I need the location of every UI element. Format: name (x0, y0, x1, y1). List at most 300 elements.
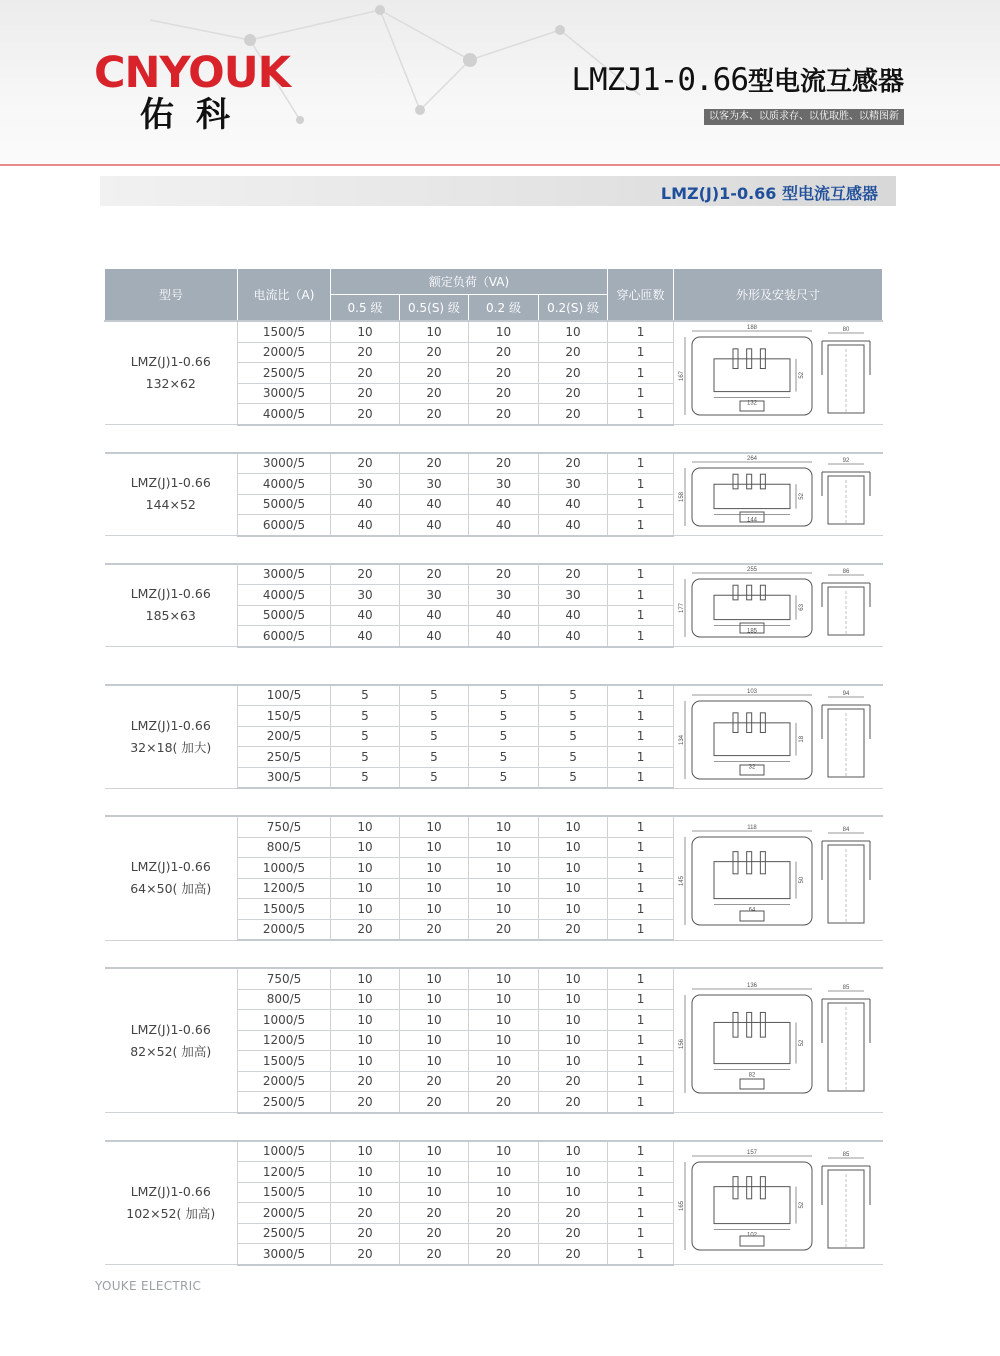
group-spacer (105, 940, 883, 968)
turns-cell: 1 (608, 474, 674, 495)
load-02-cell: 5 (469, 706, 539, 727)
turns-cell: 1 (608, 878, 674, 899)
load-05-cell: 20 (331, 1092, 400, 1113)
model-cell (105, 685, 238, 789)
ratio-cell: 750/5 (238, 816, 331, 837)
load-05s-cell: 30 (400, 585, 469, 606)
load-05-cell: 10 (331, 989, 400, 1010)
load-02s-cell: 10 (539, 1141, 608, 1162)
dim-window-width-label: 185 (747, 628, 758, 635)
dim-width-label: 103 (747, 688, 758, 695)
load-02s-cell: 10 (539, 837, 608, 858)
load-02-cell: 5 (469, 767, 539, 788)
page-title (571, 62, 904, 98)
table-row (105, 685, 883, 706)
turns-cell: 1 (608, 706, 674, 727)
load-02-cell: 10 (469, 899, 539, 920)
ratio-cell: 4000/5 (238, 404, 331, 425)
load-02-cell: 20 (469, 1203, 539, 1224)
dim-window-height-label: 52 (799, 1201, 806, 1209)
ratio-cell: 3000/5 (238, 564, 331, 585)
load-02-cell: 20 (469, 342, 539, 363)
header-model: 型号 (105, 269, 238, 322)
ratio-cell: 4000/5 (238, 585, 331, 606)
brand-logo-chinese: 佑科 (140, 95, 252, 135)
outline-drawing-icon (678, 565, 878, 645)
dim-window-height-label: 52 (799, 371, 806, 379)
outline-drawing-cell (674, 816, 883, 940)
load-02-cell: 10 (469, 837, 539, 858)
title-product-name: 型电流互感器 (747, 67, 904, 97)
load-05-cell: 10 (331, 816, 400, 837)
model-cell (105, 816, 238, 940)
load-02s-cell: 20 (539, 1244, 608, 1265)
load-05-cell: 20 (331, 1223, 400, 1244)
header-turns: 穿心匝数 (608, 269, 674, 322)
load-05s-cell: 10 (400, 989, 469, 1010)
ratio-cell: 3000/5 (238, 453, 331, 474)
load-05-cell: 30 (331, 474, 400, 495)
load-05s-cell: 10 (400, 1182, 469, 1203)
page-header (0, 0, 1000, 166)
header-class-02s: 0.2(S) 级 (539, 295, 608, 322)
load-05s-cell: 10 (400, 1030, 469, 1051)
ratio-cell: 200/5 (238, 726, 331, 747)
model-cell (105, 453, 238, 536)
load-05-cell: 20 (331, 1071, 400, 1092)
ratio-cell: 6000/5 (238, 626, 331, 647)
load-05s-cell: 20 (400, 1092, 469, 1113)
load-02-cell: 20 (469, 453, 539, 474)
dim-window-height-label: 18 (799, 735, 806, 743)
load-02-cell: 10 (469, 1141, 539, 1162)
model-cell (105, 321, 238, 425)
load-02-cell: 10 (469, 816, 539, 837)
load-05-cell: 10 (331, 858, 400, 879)
dim-height-label: 177 (679, 603, 686, 614)
load-05s-cell: 10 (400, 837, 469, 858)
turns-cell: 1 (608, 515, 674, 536)
ratio-cell: 150/5 (238, 706, 331, 727)
load-02s-cell: 20 (539, 1071, 608, 1092)
load-02-cell: 10 (469, 1051, 539, 1072)
load-02-cell: 40 (469, 626, 539, 647)
load-05-cell: 20 (331, 453, 400, 474)
load-02-cell: 10 (469, 1182, 539, 1203)
header-class-05: 0.5 级 (331, 295, 400, 322)
ratio-cell: 300/5 (238, 767, 331, 788)
load-05-cell: 40 (331, 626, 400, 647)
load-05-cell: 20 (331, 919, 400, 940)
load-05s-cell: 5 (400, 726, 469, 747)
outline-drawing-cell (674, 564, 883, 647)
load-05s-cell: 20 (400, 1071, 469, 1092)
model-name: LMZ(J)1-0.66 (130, 586, 211, 602)
model-cell (105, 564, 238, 647)
load-05s-cell: 20 (400, 363, 469, 384)
load-05-cell: 5 (331, 726, 400, 747)
load-05-cell: 40 (331, 515, 400, 536)
load-05s-cell: 10 (400, 1010, 469, 1031)
dim-depth-label: 92 (842, 458, 850, 465)
dim-window-height-label: 50 (799, 877, 806, 884)
load-05s-cell: 20 (400, 919, 469, 940)
load-05-cell: 5 (331, 685, 400, 706)
outline-drawing-icon (678, 823, 878, 933)
load-02-cell: 5 (469, 685, 539, 706)
table-row (105, 968, 883, 989)
load-02-cell: 30 (469, 474, 539, 495)
dim-width-label: 264 (747, 456, 758, 463)
ratio-cell: 5000/5 (238, 605, 331, 626)
load-05s-cell: 30 (400, 474, 469, 495)
load-02s-cell: 40 (539, 605, 608, 626)
model-size: 82×52( 加高) (130, 1043, 212, 1059)
load-05s-cell: 10 (400, 899, 469, 920)
load-05-cell: 5 (331, 706, 400, 727)
ratio-cell: 2000/5 (238, 1071, 331, 1092)
ratio-cell: 6000/5 (238, 515, 331, 536)
turns-cell: 1 (608, 363, 674, 384)
ratio-cell: 1200/5 (238, 878, 331, 899)
footer-brand: YOUKE ELECTRIC (95, 1279, 202, 1293)
dim-depth-label: 80 (842, 327, 850, 333)
load-02s-cell: 10 (539, 968, 608, 989)
turns-cell: 1 (608, 1141, 674, 1162)
load-02s-cell: 30 (539, 474, 608, 495)
load-05s-cell: 10 (400, 1141, 469, 1162)
load-02-cell: 10 (469, 1162, 539, 1183)
load-02-cell: 10 (469, 321, 539, 342)
header-ratio: 电流比（A) (238, 269, 331, 322)
dim-window-width-label: 32 (748, 764, 756, 771)
turns-cell: 1 (608, 767, 674, 788)
load-02s-cell: 20 (539, 404, 608, 425)
turns-cell: 1 (608, 1223, 674, 1244)
turns-cell: 1 (608, 626, 674, 647)
load-02-cell: 10 (469, 878, 539, 899)
turns-cell: 1 (608, 968, 674, 989)
dim-height-label: 167 (679, 370, 686, 382)
dim-width-label: 188 (747, 325, 758, 331)
dim-depth-label: 84 (842, 827, 850, 834)
load-02s-cell: 5 (539, 726, 608, 747)
spec-table (104, 268, 883, 1266)
load-02s-cell: 10 (539, 858, 608, 879)
load-05-cell: 10 (331, 1030, 400, 1051)
load-02-cell: 5 (469, 747, 539, 768)
load-02-cell: 20 (469, 1092, 539, 1113)
load-05-cell: 20 (331, 342, 400, 363)
turns-cell: 1 (608, 321, 674, 342)
model-name: LMZ(J)1-0.66 (130, 1021, 211, 1037)
load-02s-cell: 20 (539, 1092, 608, 1113)
turns-cell: 1 (608, 1030, 674, 1051)
dim-depth-label: 86 (842, 569, 850, 576)
model-cell (105, 968, 238, 1113)
outline-drawing-icon (678, 1148, 878, 1258)
ratio-cell: 1000/5 (238, 858, 331, 879)
load-02s-cell: 10 (539, 1010, 608, 1031)
load-05s-cell: 20 (400, 453, 469, 474)
load-05-cell: 20 (331, 363, 400, 384)
turns-cell: 1 (608, 726, 674, 747)
outline-drawing-cell (674, 1141, 883, 1265)
turns-cell: 1 (608, 816, 674, 837)
load-02-cell: 5 (469, 726, 539, 747)
turns-cell: 1 (608, 837, 674, 858)
load-02-cell: 20 (469, 404, 539, 425)
load-02s-cell: 5 (539, 685, 608, 706)
load-02-cell: 10 (469, 1030, 539, 1051)
load-02s-cell: 20 (539, 919, 608, 940)
turns-cell: 1 (608, 1203, 674, 1224)
load-05s-cell: 10 (400, 321, 469, 342)
load-05s-cell: 20 (400, 383, 469, 404)
load-05-cell: 5 (331, 747, 400, 768)
load-02-cell: 10 (469, 858, 539, 879)
model-name: LMZ(J)1-0.66 (130, 354, 211, 369)
ratio-cell: 2500/5 (238, 1223, 331, 1244)
load-05s-cell: 20 (400, 342, 469, 363)
model-cell (105, 1141, 238, 1265)
load-02s-cell: 20 (539, 1203, 608, 1224)
load-05-cell: 10 (331, 837, 400, 858)
ratio-cell: 4000/5 (238, 474, 331, 495)
load-02s-cell: 20 (539, 453, 608, 474)
load-05-cell: 10 (331, 321, 400, 342)
turns-cell: 1 (608, 685, 674, 706)
dim-depth-label: 85 (842, 984, 850, 991)
turns-cell: 1 (608, 605, 674, 626)
dim-window-height-label: 63 (799, 604, 806, 612)
load-05-cell: 40 (331, 494, 400, 515)
outline-drawing-icon (678, 687, 878, 787)
turns-cell: 1 (608, 899, 674, 920)
ratio-cell: 2000/5 (238, 919, 331, 940)
outline-drawing-cell (674, 321, 883, 425)
load-05-cell: 10 (331, 1051, 400, 1072)
model-name: LMZ(J)1-0.66 (130, 475, 211, 491)
model-name: LMZ(J)1-0.66 (130, 717, 211, 733)
load-02s-cell: 20 (539, 383, 608, 404)
load-05s-cell: 20 (400, 1244, 469, 1265)
load-02s-cell: 10 (539, 1030, 608, 1051)
turns-cell: 1 (608, 1071, 674, 1092)
group-spacer (105, 1113, 883, 1141)
outline-drawing-cell (674, 685, 883, 789)
load-02-cell: 40 (469, 605, 539, 626)
load-05-cell: 10 (331, 899, 400, 920)
load-05-cell: 20 (331, 404, 400, 425)
turns-cell: 1 (608, 1051, 674, 1072)
dim-window-height-label: 52 (799, 493, 806, 501)
turns-cell: 1 (608, 919, 674, 940)
ratio-cell: 800/5 (238, 837, 331, 858)
load-05-cell: 10 (331, 1162, 400, 1183)
table-row (105, 321, 883, 342)
load-05s-cell: 20 (400, 404, 469, 425)
dim-height-label: 165 (679, 1200, 686, 1211)
load-05-cell: 20 (331, 564, 400, 585)
turns-cell: 1 (608, 1182, 674, 1203)
turns-cell: 1 (608, 1244, 674, 1265)
ratio-cell: 800/5 (238, 989, 331, 1010)
load-02s-cell: 40 (539, 515, 608, 536)
group-spacer (105, 647, 883, 685)
load-05s-cell: 5 (400, 767, 469, 788)
load-02-cell: 40 (469, 494, 539, 515)
turns-cell: 1 (608, 1162, 674, 1183)
ratio-cell: 1000/5 (238, 1141, 331, 1162)
load-05s-cell: 5 (400, 747, 469, 768)
header-divider (0, 164, 1000, 166)
outline-drawing-icon (678, 981, 878, 1101)
company-slogan: 以客为本、以质求存、以优取胜、以精图新 (704, 109, 904, 125)
load-05-cell: 30 (331, 585, 400, 606)
load-02s-cell: 10 (539, 899, 608, 920)
ratio-cell: 1200/5 (238, 1162, 331, 1183)
dim-height-label: 134 (679, 734, 686, 745)
model-name: LMZ(J)1-0.66 (130, 859, 211, 875)
load-05-cell: 5 (331, 767, 400, 788)
ratio-cell: 1500/5 (238, 321, 331, 342)
load-05s-cell: 10 (400, 968, 469, 989)
turns-cell: 1 (608, 858, 674, 879)
model-size: 64×50( 加高) (130, 881, 212, 897)
turns-cell: 1 (608, 383, 674, 404)
table-row (105, 1141, 883, 1162)
load-02s-cell: 10 (539, 1182, 608, 1203)
load-02-cell: 10 (469, 989, 539, 1010)
load-05s-cell: 40 (400, 515, 469, 536)
load-05-cell: 40 (331, 605, 400, 626)
table-row (105, 564, 883, 585)
outline-drawing-cell (674, 453, 883, 536)
dim-window-height-label: 52 (799, 1039, 806, 1046)
load-05s-cell: 5 (400, 685, 469, 706)
load-05-cell: 10 (331, 1182, 400, 1203)
load-02s-cell: 40 (539, 494, 608, 515)
turns-cell: 1 (608, 494, 674, 515)
turns-cell: 1 (608, 585, 674, 606)
outline-drawing-cell (674, 968, 883, 1113)
dim-height-label: 156 (679, 1038, 686, 1049)
load-05s-cell: 5 (400, 706, 469, 727)
ratio-cell: 750/5 (238, 968, 331, 989)
ratio-cell: 1500/5 (238, 1051, 331, 1072)
load-02-cell: 10 (469, 1010, 539, 1031)
dim-width-label: 118 (747, 825, 758, 832)
ratio-cell: 1500/5 (238, 899, 331, 920)
load-05s-cell: 40 (400, 626, 469, 647)
dim-width-label: 157 (747, 1149, 758, 1156)
load-02-cell: 20 (469, 1223, 539, 1244)
dim-window-width-label: 132 (747, 400, 758, 407)
header-class-02: 0.2 级 (469, 295, 539, 322)
turns-cell: 1 (608, 1092, 674, 1113)
load-02s-cell: 10 (539, 878, 608, 899)
model-name: LMZ(J)1-0.66 (130, 1183, 211, 1199)
dim-width-label: 136 (747, 982, 758, 989)
ratio-cell: 1200/5 (238, 1030, 331, 1051)
table-row (105, 453, 883, 474)
ratio-cell: 3000/5 (238, 1244, 331, 1265)
header-outline: 外形及安装尺寸 (674, 269, 883, 322)
ratio-cell: 1500/5 (238, 1182, 331, 1203)
model-size: 185×63 (145, 608, 196, 624)
load-02s-cell: 10 (539, 1162, 608, 1183)
load-05-cell: 10 (331, 878, 400, 899)
load-05s-cell: 20 (400, 1223, 469, 1244)
load-05s-cell: 10 (400, 816, 469, 837)
load-05s-cell: 10 (400, 858, 469, 879)
header-class-05s: 0.5(S) 级 (400, 295, 469, 322)
load-05-cell: 20 (331, 1203, 400, 1224)
ratio-cell: 100/5 (238, 685, 331, 706)
dim-height-label: 145 (679, 876, 686, 887)
dim-window-width-label: 64 (748, 907, 756, 914)
load-02s-cell: 5 (539, 706, 608, 727)
load-02s-cell: 20 (539, 564, 608, 585)
section-title: LMZ(J)1-0.66 型电流互感器 (660, 184, 878, 203)
brand-logo-text: CNYOUK (94, 48, 290, 98)
load-05-cell: 10 (331, 968, 400, 989)
load-02s-cell: 30 (539, 585, 608, 606)
load-02-cell: 20 (469, 1244, 539, 1265)
dim-window-width-label: 82 (748, 1072, 756, 1079)
turns-cell: 1 (608, 1010, 674, 1031)
ratio-cell: 3000/5 (238, 383, 331, 404)
load-02-cell: 30 (469, 585, 539, 606)
load-02s-cell: 10 (539, 816, 608, 837)
load-05s-cell: 40 (400, 494, 469, 515)
title-model: LMZJ1-0.66 (571, 62, 748, 98)
ratio-cell: 1000/5 (238, 1010, 331, 1031)
model-size: 102×52( 加高) (126, 1205, 216, 1221)
turns-cell: 1 (608, 342, 674, 363)
turns-cell: 1 (608, 453, 674, 474)
group-spacer (105, 425, 883, 453)
load-02s-cell: 5 (539, 767, 608, 788)
table-row (105, 816, 883, 837)
ratio-cell: 250/5 (238, 747, 331, 768)
turns-cell: 1 (608, 564, 674, 585)
load-05s-cell: 20 (400, 1203, 469, 1224)
load-02-cell: 10 (469, 968, 539, 989)
load-02s-cell: 20 (539, 1223, 608, 1244)
load-02s-cell: 10 (539, 1051, 608, 1072)
ratio-cell: 2000/5 (238, 342, 331, 363)
load-05s-cell: 10 (400, 1051, 469, 1072)
ratio-cell: 2500/5 (238, 1092, 331, 1113)
header-load: 额定负荷（VA) (331, 269, 608, 295)
ratio-cell: 5000/5 (238, 494, 331, 515)
group-spacer (105, 788, 883, 816)
load-05s-cell: 20 (400, 564, 469, 585)
load-02s-cell: 20 (539, 342, 608, 363)
model-size: 132×62 (145, 376, 196, 391)
dim-height-label: 158 (679, 492, 686, 503)
dim-depth-label: 94 (842, 690, 850, 697)
dim-width-label: 255 (747, 567, 758, 574)
load-05-cell: 20 (331, 383, 400, 404)
load-02s-cell: 10 (539, 989, 608, 1010)
load-02s-cell: 40 (539, 626, 608, 647)
section-bar (100, 176, 896, 206)
turns-cell: 1 (608, 404, 674, 425)
model-size: 144×52 (145, 497, 196, 513)
